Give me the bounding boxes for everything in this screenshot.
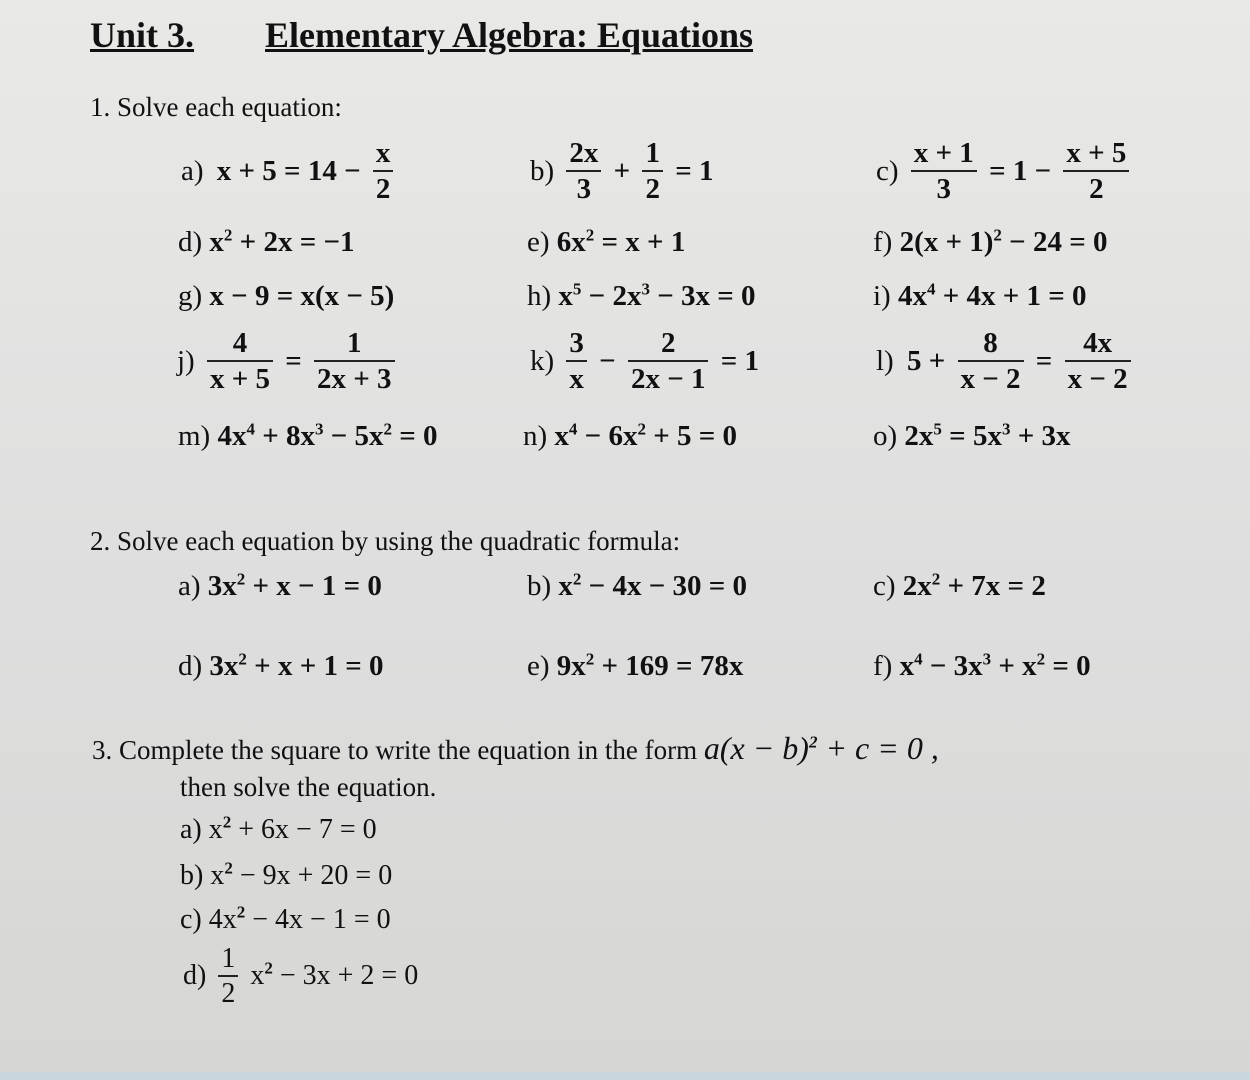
q1d-equation: d) $x^2 + 2x = -1$ <box>178 225 355 258</box>
q1g-equation: g) x − 9 = x(x − 5) <box>178 280 395 312</box>
q2e-equation: e) $9x^2 + 169 = 78x$ <box>527 649 744 682</box>
q1f-equation: f) $2(x + 1)^2 - 24 = 0$ <box>873 225 1108 258</box>
page-title: Elementary Algebra: Equations <box>265 15 754 55</box>
q3a-equation: a) $x^2 + 6x - 7 = 0$ <box>180 812 377 845</box>
q1h-equation: h) $x^5 - 2x^3 - 3x = 0$ <box>527 279 756 312</box>
q3-target-form: $a(x - b)^2 + c = 0$ , <box>703 730 939 766</box>
q1e-equation: e) $6x^2 = x + 1$ <box>527 225 686 258</box>
q1l-equation: l) 5 + $\frac{8}{x - 2}$ = $\frac{4x}{x - 2}$ <box>873 328 1133 395</box>
q1i-equation: i) $4x^4 + 4x + 1 = 0$ <box>873 279 1087 312</box>
q1m-equation: m) $4x^4 + 8x^3 - 5x^2 = 0$ <box>178 419 438 452</box>
q1o-equation: o) $2x^5 = 5x^3 + 3x$ <box>873 419 1071 452</box>
q2f-equation: f) $x^4 - 3x^3 + x^2 = 0$ <box>873 649 1091 682</box>
q1n-equation: n) $x^4 - 6x^2 + 5 = 0$ <box>523 419 738 452</box>
q2d-equation: d) $3x^2 + x + 1 = 0$ <box>178 649 384 682</box>
q2a-equation: a) $3x^2 + x - 1 = 0$ <box>178 569 382 602</box>
q3d-equation: d) $\frac{1}{2}$ $x^2 - 3x + 2 = 0$ <box>183 943 419 1010</box>
q2b-equation: b) $x^2 - 4x - 30 = 0$ <box>527 569 747 602</box>
q2c-equation: c) $2x^2 + 7x = 2$ <box>873 569 1046 602</box>
unit-number: Unit 3. <box>90 15 195 55</box>
q1k-equation: k) $\frac{3}{x}$ − $\frac{2}{2x - 1}$ = 1 <box>530 327 760 396</box>
q1-heading: 1. Solve each equation: <box>90 92 342 122</box>
q1j-equation: j) $\frac{4}{x + 5}$ = $\frac{1}{2x + 3}$ <box>174 328 397 395</box>
q3b-equation: b) $x^2 - 9x + 20 = 0$ <box>180 858 393 891</box>
q1c-equation: c) $\frac{x + 1}{3}$ = 1 − $\frac{x + 5}{2}$ <box>873 138 1131 205</box>
q1a-equation: a) x + 5 = 14 − $\frac{x}{2}$ <box>178 138 395 205</box>
q2-heading: 2. Solve each equation by using the quadratic formula: <box>90 526 681 556</box>
q1b-equation: b) $\frac{2x}{3}$ + $\frac{1}{2}$ = 1 <box>530 137 714 206</box>
q3c-equation: c) $4x^2 - 4x - 1 = 0$ <box>180 902 391 935</box>
q3-subline: then solve the equation. <box>180 772 437 802</box>
q3-heading: 3. Complete the square to write the equation in the form $a(x - b)^2 + c = 0$ , <box>92 730 939 766</box>
